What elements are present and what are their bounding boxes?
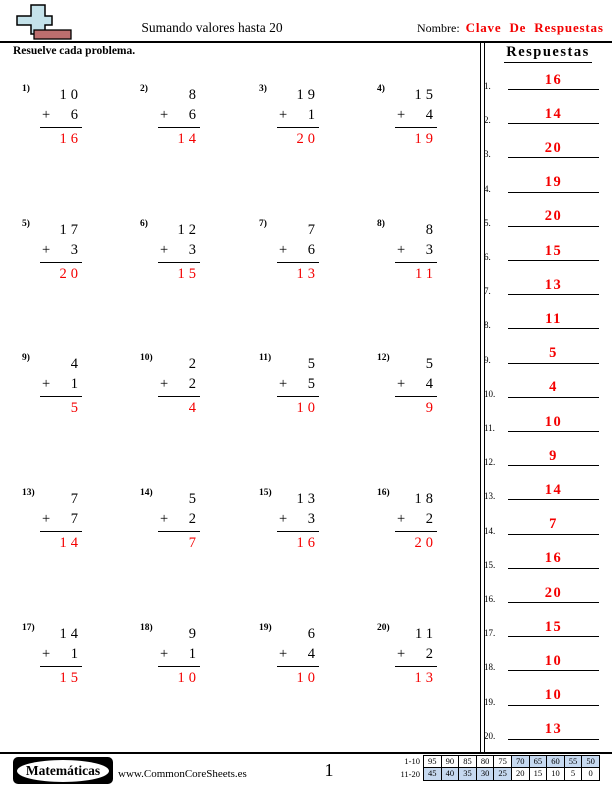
- problem-column: [277, 220, 319, 283]
- plus-operator: +: [279, 376, 288, 393]
- problem-column: [158, 624, 200, 687]
- top-operand: 5: [425, 356, 437, 373]
- top-operand: 12: [177, 221, 200, 238]
- problem-number: 3): [259, 84, 267, 94]
- bottom-operand: 6: [188, 107, 200, 123]
- problem-column: [40, 85, 82, 148]
- answer-row: [483, 513, 601, 535]
- operator-row: [40, 510, 82, 532]
- answer-key-label: Clave De Respuestas: [465, 20, 604, 35]
- operator-row: [158, 106, 200, 128]
- answer-row: [483, 342, 601, 364]
- problem-column: [277, 624, 319, 687]
- score-cell: 0: [581, 767, 600, 781]
- answer-value: 10: [544, 687, 563, 704]
- plus-operator: +: [279, 107, 288, 123]
- plus-operator: +: [160, 376, 169, 393]
- answer-line: [508, 344, 599, 364]
- bottom-operand: 1: [70, 645, 82, 662]
- answer-number: 5.: [484, 217, 491, 228]
- answer-value: 10: [544, 413, 563, 430]
- answer-number: 1.: [484, 81, 491, 91]
- problem-answer: 15: [59, 669, 82, 686]
- answer-number: 12.: [484, 457, 496, 468]
- answer-line: [508, 652, 599, 672]
- answer-row: [483, 478, 601, 500]
- answer-line: [508, 549, 599, 569]
- plus-operator: +: [279, 241, 288, 258]
- answer-value: 14: [544, 481, 563, 498]
- answer-value: 5: [549, 345, 558, 362]
- problem-column: [158, 354, 200, 417]
- answer-value: 20: [544, 139, 563, 156]
- problem-column: [40, 624, 82, 687]
- problem-column: [395, 354, 437, 417]
- problem-number: 7): [259, 218, 267, 229]
- plus-operator: +: [160, 241, 169, 258]
- operator-row: [158, 375, 200, 397]
- problem-answer: 5: [70, 400, 82, 417]
- bottom-operand: 2: [188, 376, 200, 393]
- answer-row: [483, 547, 601, 569]
- operator-row: [277, 241, 319, 263]
- problem-number: 10): [140, 353, 153, 364]
- bottom-operand: 2: [425, 511, 437, 528]
- problem-answer: 16: [296, 535, 319, 552]
- answer-line: [508, 413, 599, 433]
- plus-operator: +: [42, 107, 51, 123]
- problem-number: 6): [140, 218, 148, 229]
- answer-value: 13: [544, 721, 563, 738]
- score-cell: 85: [458, 755, 477, 768]
- operator-row: [40, 106, 82, 128]
- answer-row: [483, 615, 601, 637]
- bottom-operand: 1: [188, 645, 200, 662]
- answer-value: 11: [545, 310, 562, 327]
- score-cell: 95: [423, 755, 442, 768]
- problem-column: [158, 489, 200, 552]
- problem-number: 2): [140, 84, 148, 94]
- plus-operator: +: [397, 645, 406, 662]
- answer-row: [483, 136, 601, 158]
- answer-line: [508, 242, 599, 262]
- answer-line: [508, 618, 599, 638]
- bottom-operand: 3: [307, 511, 319, 528]
- answer-number: 14.: [484, 525, 496, 536]
- plus-operator: +: [279, 511, 288, 528]
- problem-answer: 9: [425, 400, 437, 417]
- plus-operator: +: [160, 511, 169, 528]
- answer-line: [508, 71, 599, 91]
- problem-answer: 20: [414, 535, 437, 552]
- score-cell: 75: [493, 755, 512, 768]
- answer-row: [483, 171, 601, 193]
- name-row: [417, 20, 604, 36]
- answers-panel-title: Respuestas: [487, 43, 609, 63]
- problem-column: [158, 85, 200, 148]
- operator-row: [395, 106, 437, 128]
- answer-line: [508, 139, 599, 159]
- operator-row: [40, 645, 82, 667]
- operator-row: [277, 645, 319, 667]
- answer-line: [508, 686, 599, 706]
- plus-operator: +: [397, 241, 406, 258]
- score-cell: 60: [546, 755, 565, 768]
- name-label: Nombre:: [417, 21, 460, 35]
- answer-number: 11.: [484, 423, 495, 433]
- score-cell: 70: [511, 755, 530, 768]
- score-table: [390, 755, 600, 781]
- problem-number: 17): [22, 622, 35, 633]
- operator-row: [395, 645, 437, 667]
- top-operand: 4: [70, 356, 82, 373]
- answer-row: [483, 581, 601, 603]
- bottom-operand: 6: [307, 241, 319, 258]
- answer-number: 19.: [484, 696, 496, 707]
- plus-operator: +: [397, 376, 406, 393]
- bottom-operand: 6: [70, 107, 82, 123]
- problem-column: [277, 354, 319, 417]
- problem-answer: 19: [414, 131, 437, 147]
- answer-line: [508, 378, 599, 398]
- bottom-operand: 2: [188, 511, 200, 528]
- operator-row: [395, 510, 437, 532]
- answer-number: 2.: [484, 115, 491, 126]
- answer-value: 13: [544, 276, 563, 293]
- bottom-operand: 5: [307, 376, 319, 393]
- score-cell: 25: [493, 767, 512, 781]
- problem-column: [395, 624, 437, 687]
- top-operand: 19: [296, 87, 319, 103]
- top-operand: 18: [414, 491, 437, 508]
- top-operand: 6: [307, 625, 319, 642]
- footer-divider: [0, 752, 612, 754]
- answer-value: 15: [544, 618, 563, 635]
- problem-number: 18): [140, 622, 153, 633]
- answer-line: [508, 481, 599, 501]
- operator-row: [395, 241, 437, 263]
- operator-row: [158, 241, 200, 263]
- bottom-operand: 4: [307, 645, 319, 662]
- top-operand: 8: [425, 221, 437, 238]
- plus-operator: +: [42, 645, 51, 662]
- operator-row: [40, 241, 82, 263]
- bottom-operand: 4: [425, 107, 437, 123]
- operator-row: [277, 375, 319, 397]
- plus-operator: +: [160, 107, 169, 123]
- bottom-operand: 4: [425, 376, 437, 393]
- problem-column: [395, 85, 437, 148]
- top-operand: 9: [188, 625, 200, 642]
- score-cell: 90: [441, 755, 460, 768]
- answer-row: [483, 444, 601, 466]
- score-cell: 35: [458, 767, 477, 781]
- bottom-operand: 3: [70, 241, 82, 258]
- matematicas-badge: [13, 757, 113, 784]
- answer-line: [508, 276, 599, 296]
- problem-column: [277, 85, 319, 148]
- score-row-label: 11-20: [400, 769, 420, 779]
- problem-answer: 11: [415, 265, 437, 282]
- worksheet-title: Sumando valores hasta 20: [141, 20, 283, 35]
- problem-column: [277, 489, 319, 552]
- answer-value: 20: [544, 584, 563, 601]
- problem-column: [158, 220, 200, 283]
- website-text: www.CommonCoreSheets.es: [118, 768, 247, 780]
- problem-number: 8): [377, 218, 385, 229]
- score-cell: 80: [476, 755, 495, 768]
- answer-line: [508, 515, 599, 535]
- problem-number: 4): [377, 84, 385, 94]
- problem-number: 14): [140, 488, 153, 499]
- top-operand: 8: [188, 87, 200, 103]
- problem-number: 20): [377, 622, 390, 633]
- bottom-operand: 1: [70, 376, 82, 393]
- answer-row: [483, 273, 601, 295]
- bottom-operand: 7: [70, 511, 82, 528]
- bottom-operand: 2: [425, 645, 437, 662]
- operator-row: [40, 375, 82, 397]
- problem-column: [40, 489, 82, 552]
- answer-row: [483, 102, 601, 124]
- problem-answer: 20: [296, 131, 319, 147]
- page-number: 1: [324, 760, 334, 780]
- problem-number: 16): [377, 488, 390, 499]
- operator-row: [277, 510, 319, 532]
- top-operand: 15: [414, 87, 437, 103]
- operator-row: [158, 510, 200, 532]
- score-cell: 45: [423, 767, 442, 781]
- answer-row: [483, 239, 601, 261]
- instruction-text: Resuelve cada problema.: [13, 45, 136, 57]
- score-cell: 30: [476, 767, 495, 781]
- problem-number: 12): [377, 353, 390, 364]
- score-cell: 20: [511, 767, 530, 781]
- score-cell: 50: [581, 755, 600, 768]
- operator-row: [277, 106, 319, 128]
- badge-oval: [16, 759, 110, 783]
- plus-operator: +: [42, 241, 51, 258]
- problem-number: 13): [22, 488, 35, 499]
- problem-answer: 7: [188, 535, 200, 552]
- answer-row: [483, 307, 601, 329]
- answer-value: 16: [544, 550, 563, 567]
- answer-line: [508, 584, 599, 604]
- top-operand: 13: [296, 491, 319, 508]
- answer-number: 7.: [484, 286, 491, 297]
- answer-number: 10.: [484, 388, 496, 399]
- answer-row: [483, 410, 601, 432]
- score-cell: 10: [546, 767, 565, 781]
- problem-answer: 14: [177, 131, 200, 147]
- problem-answer: 10: [296, 400, 319, 417]
- problem-answer: 13: [414, 669, 437, 686]
- answer-number: 13.: [484, 491, 496, 502]
- top-operand: 5: [188, 491, 200, 508]
- problem-answer: 4: [188, 400, 200, 417]
- answer-row: [483, 718, 601, 740]
- problem-answer: 10: [296, 669, 319, 686]
- answer-number: 9.: [484, 354, 491, 365]
- score-cell: 40: [441, 767, 460, 781]
- score-row: [390, 768, 600, 781]
- badge-label: Matemáticas: [25, 762, 101, 778]
- score-cell: 5: [564, 767, 583, 781]
- top-operand: 14: [59, 625, 82, 642]
- problem-column: [395, 489, 437, 552]
- answer-value: 7: [549, 516, 558, 533]
- answer-row: [483, 684, 601, 706]
- problem-number: 11): [259, 353, 272, 364]
- answer-number: 6.: [484, 252, 491, 262]
- problem-number: 15): [259, 488, 272, 499]
- top-operand: 2: [188, 356, 200, 373]
- answer-row: [483, 376, 601, 398]
- plus-operator: +: [42, 376, 51, 393]
- answer-value: 9: [549, 447, 558, 464]
- problem-answer: 15: [177, 265, 200, 282]
- problem-column: [40, 354, 82, 417]
- score-cell: 55: [564, 755, 583, 768]
- answer-row: [483, 205, 601, 227]
- problem-answer: 14: [59, 535, 82, 552]
- answer-row: [483, 68, 601, 90]
- bottom-operand: 1: [307, 107, 319, 123]
- problem-answer: 13: [296, 265, 319, 282]
- answer-line: [508, 310, 599, 330]
- answer-number: 20.: [484, 730, 496, 741]
- problem-answer: 16: [59, 131, 82, 147]
- problem-column: [40, 220, 82, 283]
- plus-operator: +: [42, 511, 51, 528]
- answer-number: 17.: [484, 628, 496, 639]
- answer-number: 3.: [484, 149, 491, 160]
- plus-operator: +: [397, 107, 406, 123]
- answer-value: 14: [544, 105, 563, 122]
- answer-number: 16.: [484, 594, 496, 604]
- answer-value: 19: [544, 174, 563, 191]
- bottom-operand: 3: [425, 241, 437, 258]
- top-operand: 10: [59, 87, 82, 103]
- top-operand: 11: [415, 625, 437, 642]
- answer-line: [508, 207, 599, 227]
- score-row-label: 1-10: [404, 756, 420, 766]
- plus-operator: +: [279, 645, 288, 662]
- answer-number: 15.: [484, 559, 496, 570]
- answer-line: [508, 105, 599, 125]
- answer-line: [508, 720, 599, 740]
- score-cell: 65: [529, 755, 548, 768]
- answer-row: [483, 649, 601, 671]
- plus-operator: +: [160, 645, 169, 662]
- answer-value: 16: [544, 71, 563, 88]
- answer-value: 15: [544, 242, 563, 259]
- problem-number: 9): [22, 353, 30, 364]
- problem-number: 1): [22, 84, 30, 94]
- top-operand: 7: [70, 491, 82, 508]
- problem-number: 5): [22, 218, 30, 229]
- answer-line: [508, 447, 599, 467]
- plus-operator: +: [397, 511, 406, 528]
- top-operand: 7: [307, 221, 319, 238]
- answer-value: 10: [544, 652, 563, 669]
- top-operand: 5: [307, 356, 319, 373]
- operator-row: [158, 645, 200, 667]
- top-operand: 17: [59, 221, 82, 238]
- answer-line: [508, 173, 599, 193]
- problem-answer: 20: [59, 265, 82, 282]
- answer-number: 8.: [484, 320, 491, 331]
- score-cell: 15: [529, 767, 548, 781]
- problem-column: [395, 220, 437, 283]
- operator-row: [395, 375, 437, 397]
- answer-value: 4: [549, 379, 558, 396]
- answer-number: 18.: [484, 662, 496, 673]
- answer-value: 20: [544, 208, 563, 225]
- answer-number: 4.: [484, 183, 491, 194]
- problem-number: 19): [259, 622, 272, 633]
- problem-answer: 10: [177, 669, 200, 686]
- bottom-operand: 3: [188, 241, 200, 258]
